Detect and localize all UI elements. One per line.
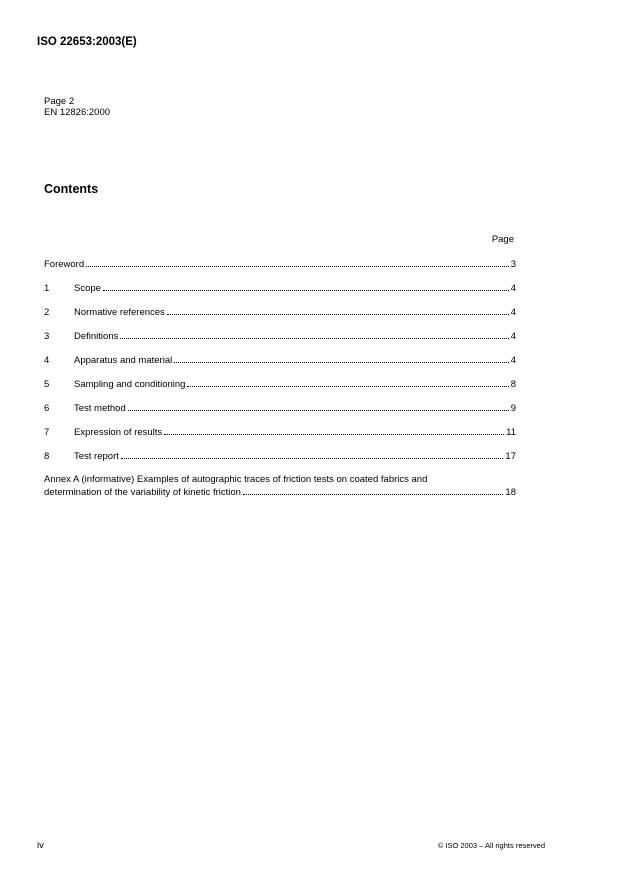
toc-entry-number: 4	[44, 355, 50, 366]
standard-label: EN 12826:2000	[44, 107, 111, 118]
toc-entry[interactable]	[44, 378, 516, 402]
leader-dots	[243, 486, 503, 495]
page-info	[44, 96, 110, 118]
toc-entry-page: 4	[510, 283, 516, 294]
leader-dots	[86, 258, 509, 267]
toc-entry-number: 1	[44, 283, 50, 294]
leader-dots	[167, 306, 509, 315]
leader-dots	[120, 330, 508, 339]
toc-entry-page: 3	[510, 259, 516, 270]
leader-dots	[103, 282, 509, 291]
toc-entry-title: Test report	[74, 451, 119, 462]
leader-dots	[121, 450, 504, 459]
footer-copyright: © ISO 2003 – All rights reserved	[437, 841, 545, 850]
toc-entry[interactable]	[44, 258, 516, 282]
toc-entry-page: 4	[510, 355, 516, 366]
toc-entry-title: Foreword	[44, 259, 85, 270]
footer-page-number: iv	[37, 840, 44, 851]
toc-entry-number: 2	[44, 307, 50, 318]
contents-title: Contents	[44, 182, 99, 196]
leader-dots	[187, 378, 508, 387]
toc-entry[interactable]	[44, 282, 516, 306]
annex-title-line2: determination of the variability of kinetic friction	[44, 487, 241, 498]
toc-entry[interactable]	[44, 330, 516, 354]
toc-entry[interactable]	[44, 306, 516, 330]
toc-entry-title: Definitions	[74, 331, 119, 342]
toc-entry[interactable]	[44, 402, 516, 426]
annex-page-number: 18	[505, 487, 516, 498]
toc-entry-number: 3	[44, 331, 50, 342]
toc-entry-number: 6	[44, 403, 50, 414]
table-of-contents	[44, 258, 516, 499]
toc-entry-page: 17	[505, 451, 516, 462]
toc-entry[interactable]	[44, 354, 516, 378]
toc-annex-entry[interactable]	[44, 474, 516, 499]
toc-entry[interactable]	[44, 450, 516, 474]
annex-title-line1: Annex A (informative) Examples of autographic traces of friction tests on coated fabrics and	[44, 474, 428, 485]
toc-entry-number: 7	[44, 427, 50, 438]
page-label: Page 2	[44, 96, 75, 107]
toc-entry-page: 11	[506, 427, 516, 438]
page-column-label: Page	[491, 234, 514, 245]
toc-entry-page: 4	[510, 331, 516, 342]
toc-entry-number: 5	[44, 379, 50, 390]
toc-entry-page: 4	[510, 307, 516, 318]
toc-entry-number: 8	[44, 451, 50, 462]
toc-entry-title: Sampling and conditioning	[74, 379, 186, 390]
leader-dots	[174, 354, 508, 363]
toc-entry-page: 9	[510, 403, 516, 414]
toc-entry-title: Expression of results	[74, 427, 163, 438]
leader-dots	[128, 402, 509, 411]
toc-entry[interactable]	[44, 426, 516, 450]
toc-entry-title: Test method	[74, 403, 126, 414]
document-id: ISO 22653:2003(E)	[37, 36, 137, 48]
toc-entry-page: 8	[510, 379, 516, 390]
leader-dots	[164, 426, 504, 435]
toc-entry-title: Scope	[74, 283, 101, 294]
toc-entry-title: Apparatus and material	[74, 355, 173, 366]
toc-entry-title: Normative references	[74, 307, 165, 318]
